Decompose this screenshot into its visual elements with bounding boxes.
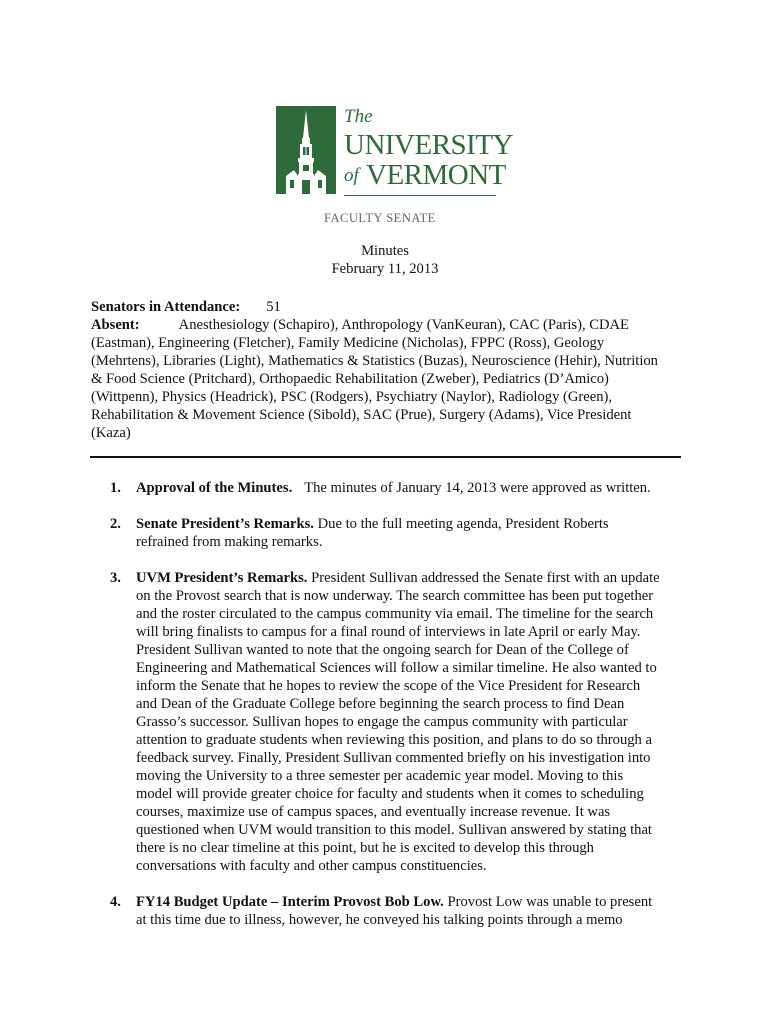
item-heading: UVM President’s Remarks. <box>136 570 308 586</box>
logo-university: UNIVERSITY <box>344 129 513 161</box>
item-line: courses, maximize use of campus spaces, and eventually increase revenue. It was <box>136 804 611 820</box>
item-number: 1. <box>110 480 121 496</box>
attendance-label: Senators in Attendance: <box>91 299 241 315</box>
item-line: on the Provost search that is now underway. The search committee has been put together <box>136 588 654 604</box>
logo-divider <box>344 195 496 196</box>
agenda-item-senate-president <box>110 515 685 551</box>
item-line: inform the Senate that he hopes to review the scope of the Vice President for Research <box>136 678 641 694</box>
bell-tower-emblem <box>276 106 336 194</box>
absent-text: Anesthesiology (Schapiro), Anthropology (VanKeuran), CAC (Paris), CDAE <box>178 317 629 333</box>
item-number: 3. <box>110 570 121 586</box>
item-line: and Dean of the Graduate College before beginning the search process to find Dean <box>136 696 625 712</box>
logo-vermont: VERMONT <box>366 159 506 191</box>
item-line: refrained from making remarks. <box>136 534 323 550</box>
item-line: moving the University to a three semester per academic year model. Moving to this <box>136 768 624 784</box>
item-line: Due to the full meeting agenda, President Roberts <box>317 516 609 532</box>
absent-label: Absent: <box>91 317 140 333</box>
item-line: President Sullivan wanted to note that the ongoing search for Dean of the College of <box>136 642 629 658</box>
bell-tower-icon <box>276 106 336 194</box>
absent-line: (Wittpenn), Physics (Headrick), PSC (Rodgers), Psychiatry (Naylor), Radiology (Green), <box>91 389 613 405</box>
item-line: questioned when UVM would transition to this model. Sullivan answered by stating that <box>136 822 652 838</box>
item-line: President Sullivan addressed the Senate first with an update <box>311 570 660 586</box>
item-line: Provost Low was unable to present <box>447 894 653 910</box>
item-line: model will provide greater choice for faculty and students when it comes to scheduling <box>136 786 644 802</box>
item-line: The minutes of January 14, 2013 were approved as written. <box>304 480 651 496</box>
item-number: 4. <box>110 894 121 910</box>
meeting-date: February 11, 2013 <box>331 261 439 277</box>
absent-line: (Mehrtens), Libraries (Light), Mathematics & Statistics (Buzas), Neuroscience (Hehir), Nutrition <box>91 353 658 369</box>
absent-line: Rehabilitation & Movement Science (Sibold), SAC (Prue), Surgery (Adams), Vice President <box>91 407 632 423</box>
absent-first-line <box>91 316 683 334</box>
logo-of: of <box>344 165 359 186</box>
absent-list <box>91 316 683 442</box>
item-line: there is no clear timeline at this point, but he is excited to develop this through <box>136 840 594 856</box>
agenda-item-budget-update <box>110 893 685 929</box>
item-line: Engineering and Mathematical Sciences will follow a similar timeline. He also wanted to <box>136 660 657 676</box>
document-type: Minutes <box>361 243 409 259</box>
uvm-faculty-senate-logo <box>276 103 526 228</box>
item-number: 2. <box>110 516 121 532</box>
agenda-item-uvm-president <box>110 569 685 875</box>
attendance-count: 51 <box>266 299 281 315</box>
item-heading: Senate President’s Remarks. <box>136 516 314 532</box>
absent-line: & Food Science (Pritchard), Orthopaedic Rehabilitation (Zweber), Pediatrics (D’Amico) <box>91 371 609 387</box>
item-line: feedback survey. Finally, President Sullivan commented briefly on his investigation into <box>136 750 651 766</box>
agenda-item-approval <box>110 479 685 497</box>
item-line: and the roster circulated to the campus community via email. The timeline for the search <box>136 606 654 622</box>
logo-the: The <box>344 106 373 127</box>
item-line: Grasso’s successor. Sullivan hopes to engage the campus community with particular <box>136 714 628 730</box>
attendance-line <box>91 298 691 316</box>
section-divider <box>90 456 681 458</box>
agenda-list <box>110 479 685 929</box>
item-line: attention to graduate students when reviewing this position, and plans to do so through a <box>136 732 652 748</box>
item-line: at this time due to illness, however, he conveyed his talking points through a memo <box>136 912 623 928</box>
absent-line: (Eastman), Engineering (Fletcher), Family Medicine (Nicholas), FPPC (Ross), Geology <box>91 335 605 351</box>
logo-subtitle: FACULTY SENATE <box>324 211 436 225</box>
item-line: conversations with faculty and other campus constituencies. <box>136 858 487 874</box>
item-heading: FY14 Budget Update – Interim Provost Bob Low. <box>136 894 444 910</box>
item-heading: Approval of the Minutes. <box>136 480 293 496</box>
item-line: will bring finalists to campus for a final round of interviews in late April or early May. <box>136 624 641 640</box>
absent-line: (Kaza) <box>91 425 131 441</box>
